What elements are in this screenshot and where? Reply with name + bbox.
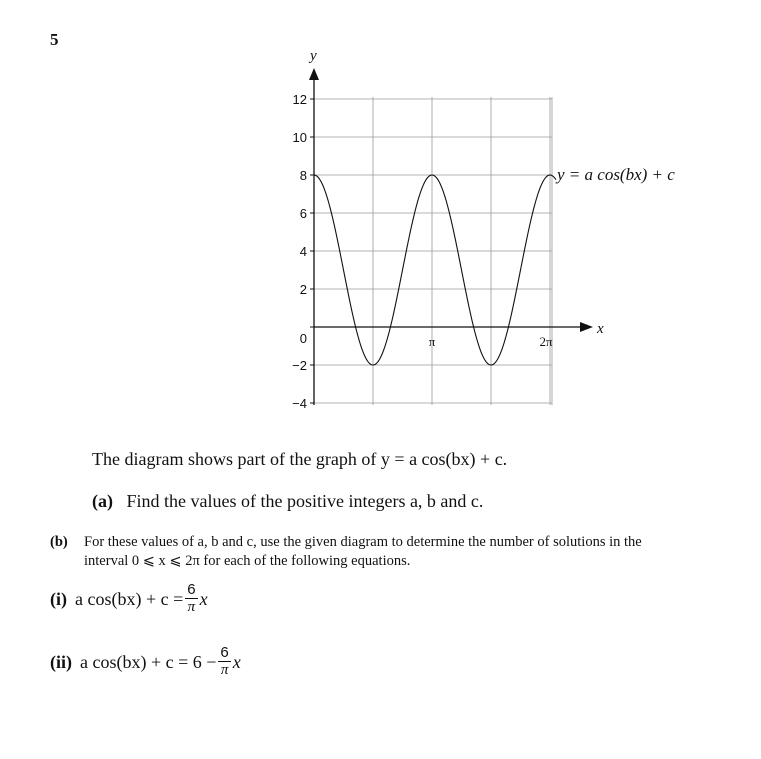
- part-b-label: (b): [50, 534, 68, 550]
- part-b-line2: interval 0 ⩽ x ⩽ 2π for each of the following equations.: [84, 553, 411, 569]
- axes: [309, 68, 593, 405]
- grid: [314, 97, 552, 405]
- x-axis-arrow: [580, 322, 593, 332]
- y-tick-label: 0: [299, 331, 307, 346]
- x-axis-label: x: [597, 321, 604, 337]
- axis-labels: [292, 48, 675, 411]
- equation-i-lhs: a cos(bx) + c =: [75, 589, 184, 609]
- intro-text: The diagram shows part of the graph of y = a cos(bx) + c.: [92, 449, 508, 469]
- x-tick-label: π: [428, 334, 436, 349]
- part-b: [50, 533, 730, 571]
- x-tick-label: 2π: [539, 334, 553, 349]
- part-a: [92, 491, 483, 512]
- equation-ii-numerator: 6: [220, 644, 229, 661]
- part-b-line1: For these values of a, b and c, use the given diagram to determine the number of solutions in the: [84, 534, 642, 550]
- y-axis-arrow: [309, 68, 319, 80]
- curve-label: y = a cos(bx) + c: [557, 165, 675, 184]
- y-tick-label: 2: [299, 282, 307, 297]
- equation-ii-var: x: [232, 652, 241, 672]
- equation-i-denominator: π: [187, 599, 196, 615]
- y-tick-label: 6: [299, 206, 307, 221]
- equation-i-fraction: [185, 581, 197, 616]
- y-axis-label: y: [310, 48, 317, 64]
- y-tick-label: 4: [299, 244, 307, 259]
- y-tick-label: 10: [292, 130, 307, 145]
- equation-ii-denominator: π: [220, 662, 229, 678]
- y-tick-label: 8: [299, 168, 307, 183]
- equation-i: [50, 582, 208, 617]
- equation-ii: [50, 645, 241, 680]
- equation-i-label: (i): [50, 589, 67, 609]
- part-a-label: (a): [92, 491, 113, 511]
- question-number: 5: [50, 30, 59, 49]
- equation-i-var: x: [199, 589, 208, 609]
- equation-ii-fraction: [218, 644, 230, 679]
- y-tick-label: −2: [292, 358, 307, 373]
- equation-ii-lhs: a cos(bx) + c = 6 −: [80, 652, 217, 672]
- equation-i-numerator: 6: [187, 581, 196, 598]
- y-tick-label: 12: [292, 92, 307, 107]
- part-a-text: Find the values of the positive integers a, b and c.: [126, 491, 484, 511]
- equation-ii-label: (ii): [50, 652, 72, 672]
- y-tick-label: −4: [292, 396, 307, 411]
